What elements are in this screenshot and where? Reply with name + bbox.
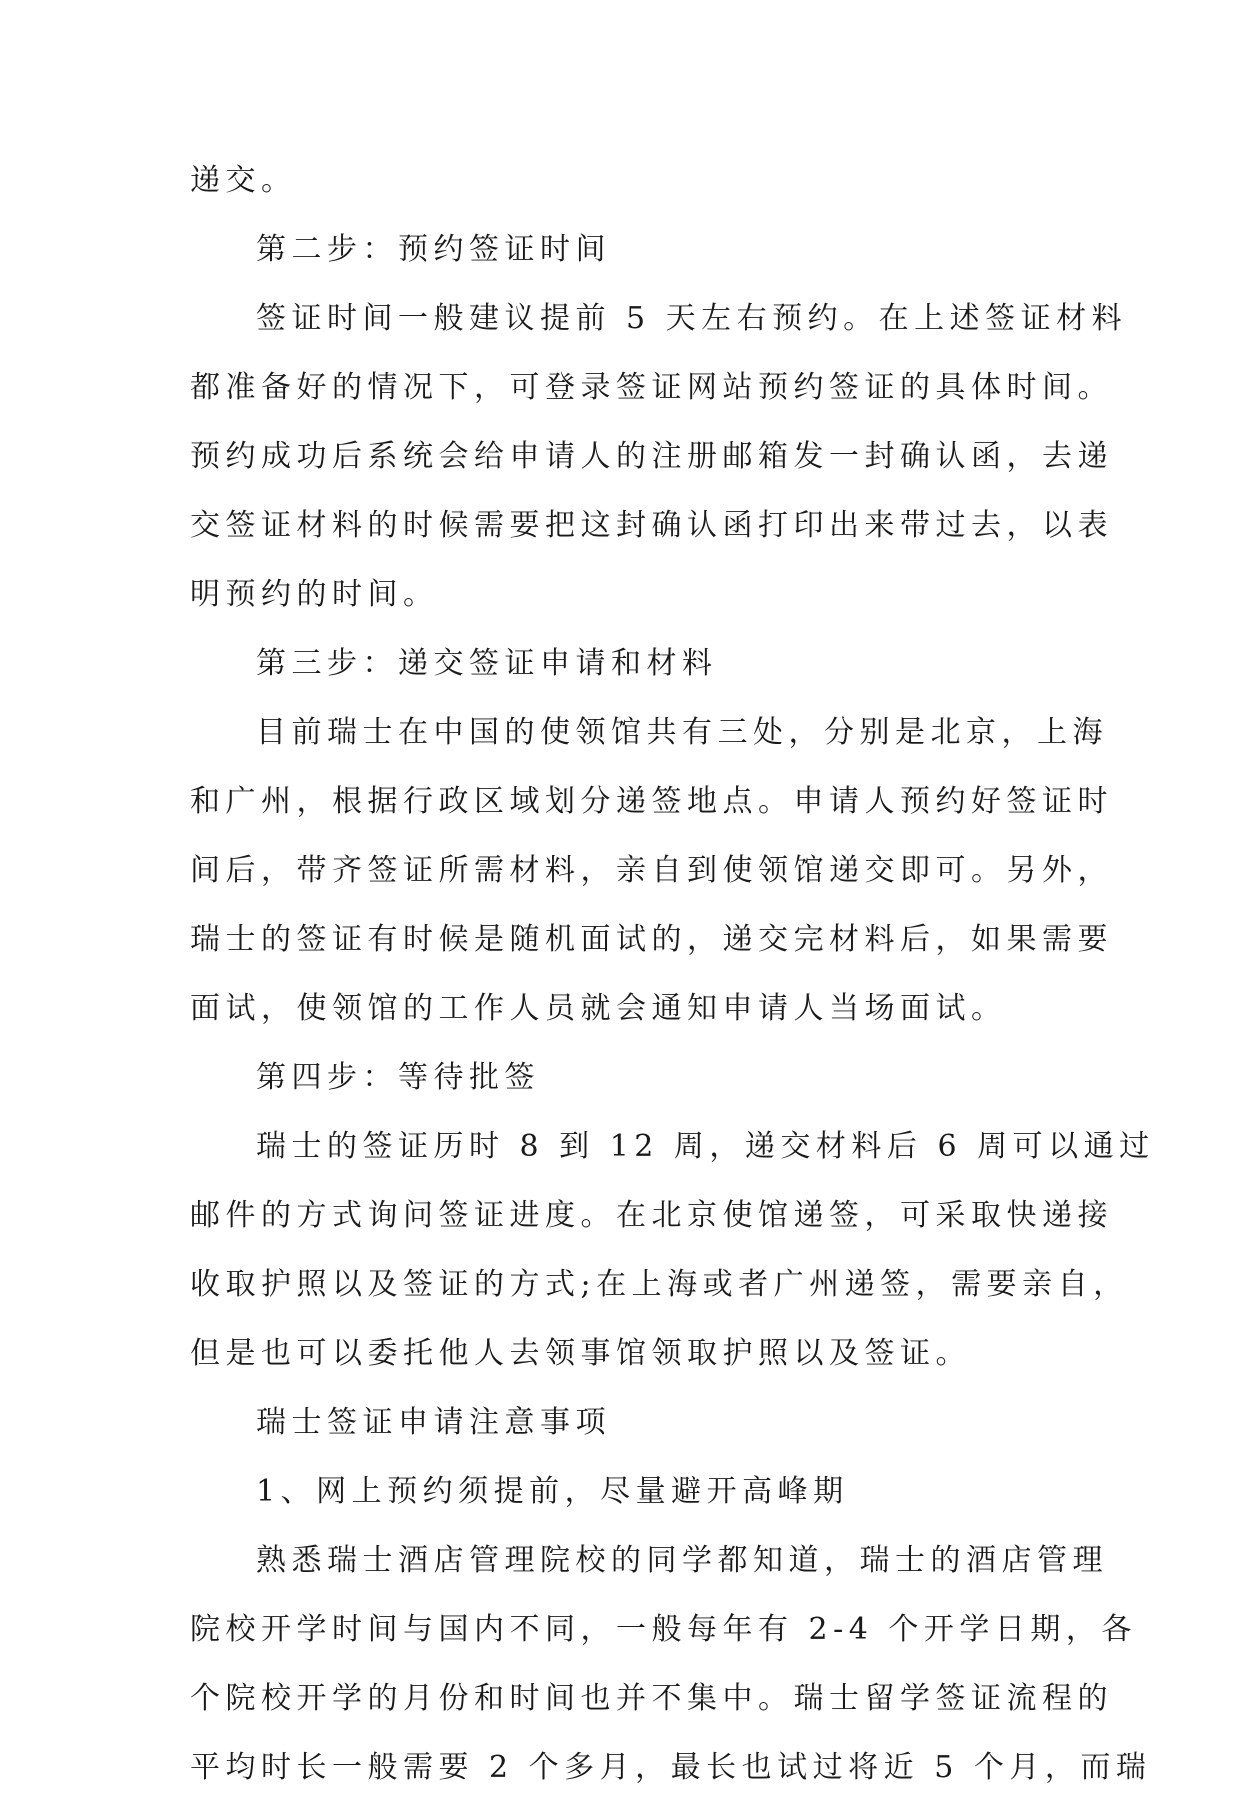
document-body [190,146,1155,1802]
text-line: 间后，带齐签证所需材料，亲自到使领馆递交即可。另外， [190,853,1113,888]
text-line: 明预约的时间。 [190,577,439,612]
text-line: 1、网上预约须提前，尽量避开高峰期 [256,1474,849,1509]
text-line: 邮件的方式询问签证进度。在北京使馆递签，可采取快递接 [190,1198,1113,1233]
text-line: 瑞士签证申请注意事项 [256,1405,611,1440]
text-line: 但是也可以委托他人去领事馆领取护照以及签证。 [190,1336,971,1371]
text-line: 交签证材料的时候需要把这封确认函打印出来带过去，以表 [190,508,1113,543]
text-line: 预约成功后系统会给申请人的注册邮箱发一封确认函，去递 [190,439,1113,474]
text-line: 个院校开学的月份和时间也并不集中。瑞士留学签证流程的 [190,1681,1113,1716]
text-line: 瑞士的签证有时候是随机面试的，递交完材料后，如果需要 [190,922,1113,957]
text-line: 都准备好的情况下，可登录签证网站预约签证的具体时间。 [190,370,1113,405]
text-line: 院校开学时间与国内不同，一般每年有 2-4 个开学日期，各 [190,1612,1137,1647]
text-line: 目前瑞士在中国的使领馆共有三处，分别是北京，上海 [256,715,1108,750]
text-line: 签证时间一般建议提前 5 天左右预约。在上述签证材料 [256,301,1128,336]
text-line: 平均时长一般需要 2 个多月，最长也试过将近 5 个月，而瑞 [190,1750,1152,1785]
text-line: 第四步：等待批签 [256,1060,540,1095]
text-line: 熟悉瑞士酒店管理院校的同学都知道，瑞士的酒店管理 [256,1543,1108,1578]
text-line: 第二步：预约签证时间 [256,232,611,267]
text-line: 瑞士的签证历时 8 到 12 周，递交材料后 6 周可以通过 [256,1129,1155,1164]
text-line: 和广州，根据行政区域划分递签地点。申请人预约好签证时 [190,784,1113,819]
text-line: 收取护照以及签证的方式;在上海或者广州递签，需要亲自， [190,1267,1129,1302]
text-line: 面试，使领馆的工作人员就会通知申请人当场面试。 [190,991,1007,1026]
text-line: 递交。 [190,163,297,198]
text-line: 第三步：递交签证申请和材料 [256,646,718,681]
